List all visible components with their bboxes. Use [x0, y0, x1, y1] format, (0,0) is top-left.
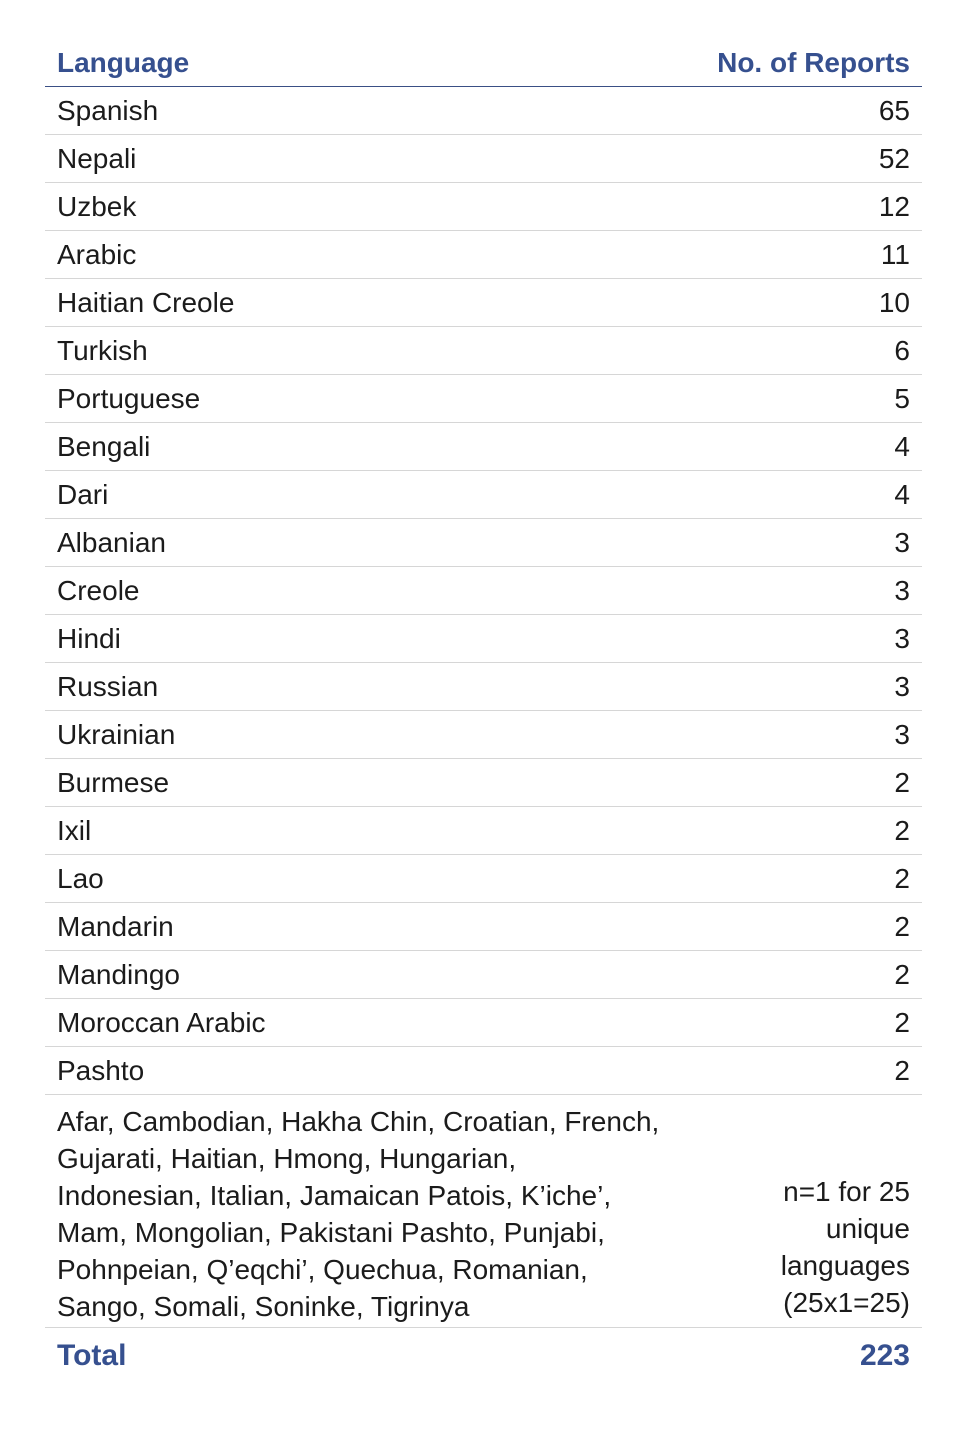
language-cell: Creole: [57, 574, 140, 606]
report-count-cell: 10: [878, 286, 910, 318]
report-count-cell: 6: [894, 334, 910, 366]
table-row: [45, 711, 922, 759]
report-count-cell: 3: [894, 574, 910, 606]
table-row: [45, 375, 922, 423]
language-cell: Ixil: [57, 814, 92, 846]
language-cell: Portuguese: [57, 382, 201, 414]
language-cell: Lao: [57, 862, 104, 894]
report-count-cell: 4: [894, 430, 910, 462]
report-count-cell: 2: [894, 862, 910, 894]
report-count-cell: 2: [894, 1006, 910, 1038]
table-row: [45, 423, 922, 471]
total-row: [45, 1328, 922, 1384]
table-row: [45, 807, 922, 855]
language-cell: Albanian: [57, 526, 166, 558]
table-row: [45, 615, 922, 663]
total-label: Total: [57, 1339, 127, 1372]
language-cell: Russian: [57, 670, 159, 702]
report-count-cell: 4: [894, 478, 910, 510]
report-count-cell: 11: [880, 238, 910, 270]
language-cell: Burmese: [57, 766, 170, 798]
table-row: [45, 135, 922, 183]
report-count-cell: 2: [894, 814, 910, 846]
table-row: [45, 471, 922, 519]
table-row: [45, 327, 922, 375]
table-row: [45, 759, 922, 807]
table-row: [45, 663, 922, 711]
other-languages-row: [45, 1095, 922, 1328]
table-row: [45, 1047, 922, 1095]
table-row: [45, 519, 922, 567]
report-count-cell: 3: [894, 670, 910, 702]
report-count-cell: 52: [878, 142, 910, 174]
table-row: [45, 231, 922, 279]
language-cell: Spanish: [57, 94, 159, 126]
other-languages-note: n=1 for 25 unique languages (25x1=25): [780, 1176, 910, 1318]
report-count-cell: 3: [894, 622, 910, 654]
language-reports-table: [45, 40, 922, 1384]
language-cell: Arabic: [57, 238, 137, 270]
report-count-cell: 2: [894, 958, 910, 990]
language-cell: Mandingo: [57, 958, 180, 990]
table-body: [45, 87, 922, 1095]
table-row: [45, 183, 922, 231]
language-cell: Haitian Creole: [57, 286, 235, 318]
language-column-header: Language: [57, 47, 190, 78]
other-languages-list: Afar, Cambodian, Hakha Chin, Croatian, French, Gujarati, Haitian, Hmong, Hungarian, Indonesian, Italian, Jamaican Patois, K’iche’, Mam, Mongolian, Pakistani Pashto, Punjabi, Pohnpeian, Q’eqchi’, Quechua, Romanian, Sango, Somali, Soninke, Tigrinya: [57, 1106, 660, 1322]
report-count-cell: 5: [894, 382, 910, 414]
language-cell: Mandarin: [57, 910, 174, 942]
table-row: [45, 279, 922, 327]
language-cell: Hindi: [57, 622, 121, 654]
table-header: [45, 40, 922, 87]
total-value: 223: [859, 1339, 910, 1372]
report-count-cell: 65: [878, 94, 910, 126]
report-count-cell: 12: [878, 190, 910, 222]
report-count-cell: 2: [894, 766, 910, 798]
language-cell: Bengali: [57, 430, 151, 462]
table-row: [45, 567, 922, 615]
table-row: [45, 999, 922, 1047]
language-cell: Uzbek: [57, 190, 137, 222]
reports-column-header: No. of Reports: [717, 47, 910, 78]
table-row: [45, 951, 922, 999]
language-cell: Turkish: [57, 334, 148, 366]
language-cell: Pashto: [57, 1054, 145, 1086]
report-count-cell: 2: [894, 1054, 910, 1086]
table-row: [45, 903, 922, 951]
language-cell: Moroccan Arabic: [57, 1006, 266, 1038]
language-cell: Nepali: [57, 142, 137, 174]
language-cell: Ukrainian: [57, 718, 176, 750]
report-count-cell: 3: [894, 526, 910, 558]
language-cell: Dari: [57, 478, 109, 510]
report-count-cell: 2: [894, 910, 910, 942]
table-row: [45, 87, 922, 135]
table-row: [45, 855, 922, 903]
report-count-cell: 3: [894, 718, 910, 750]
